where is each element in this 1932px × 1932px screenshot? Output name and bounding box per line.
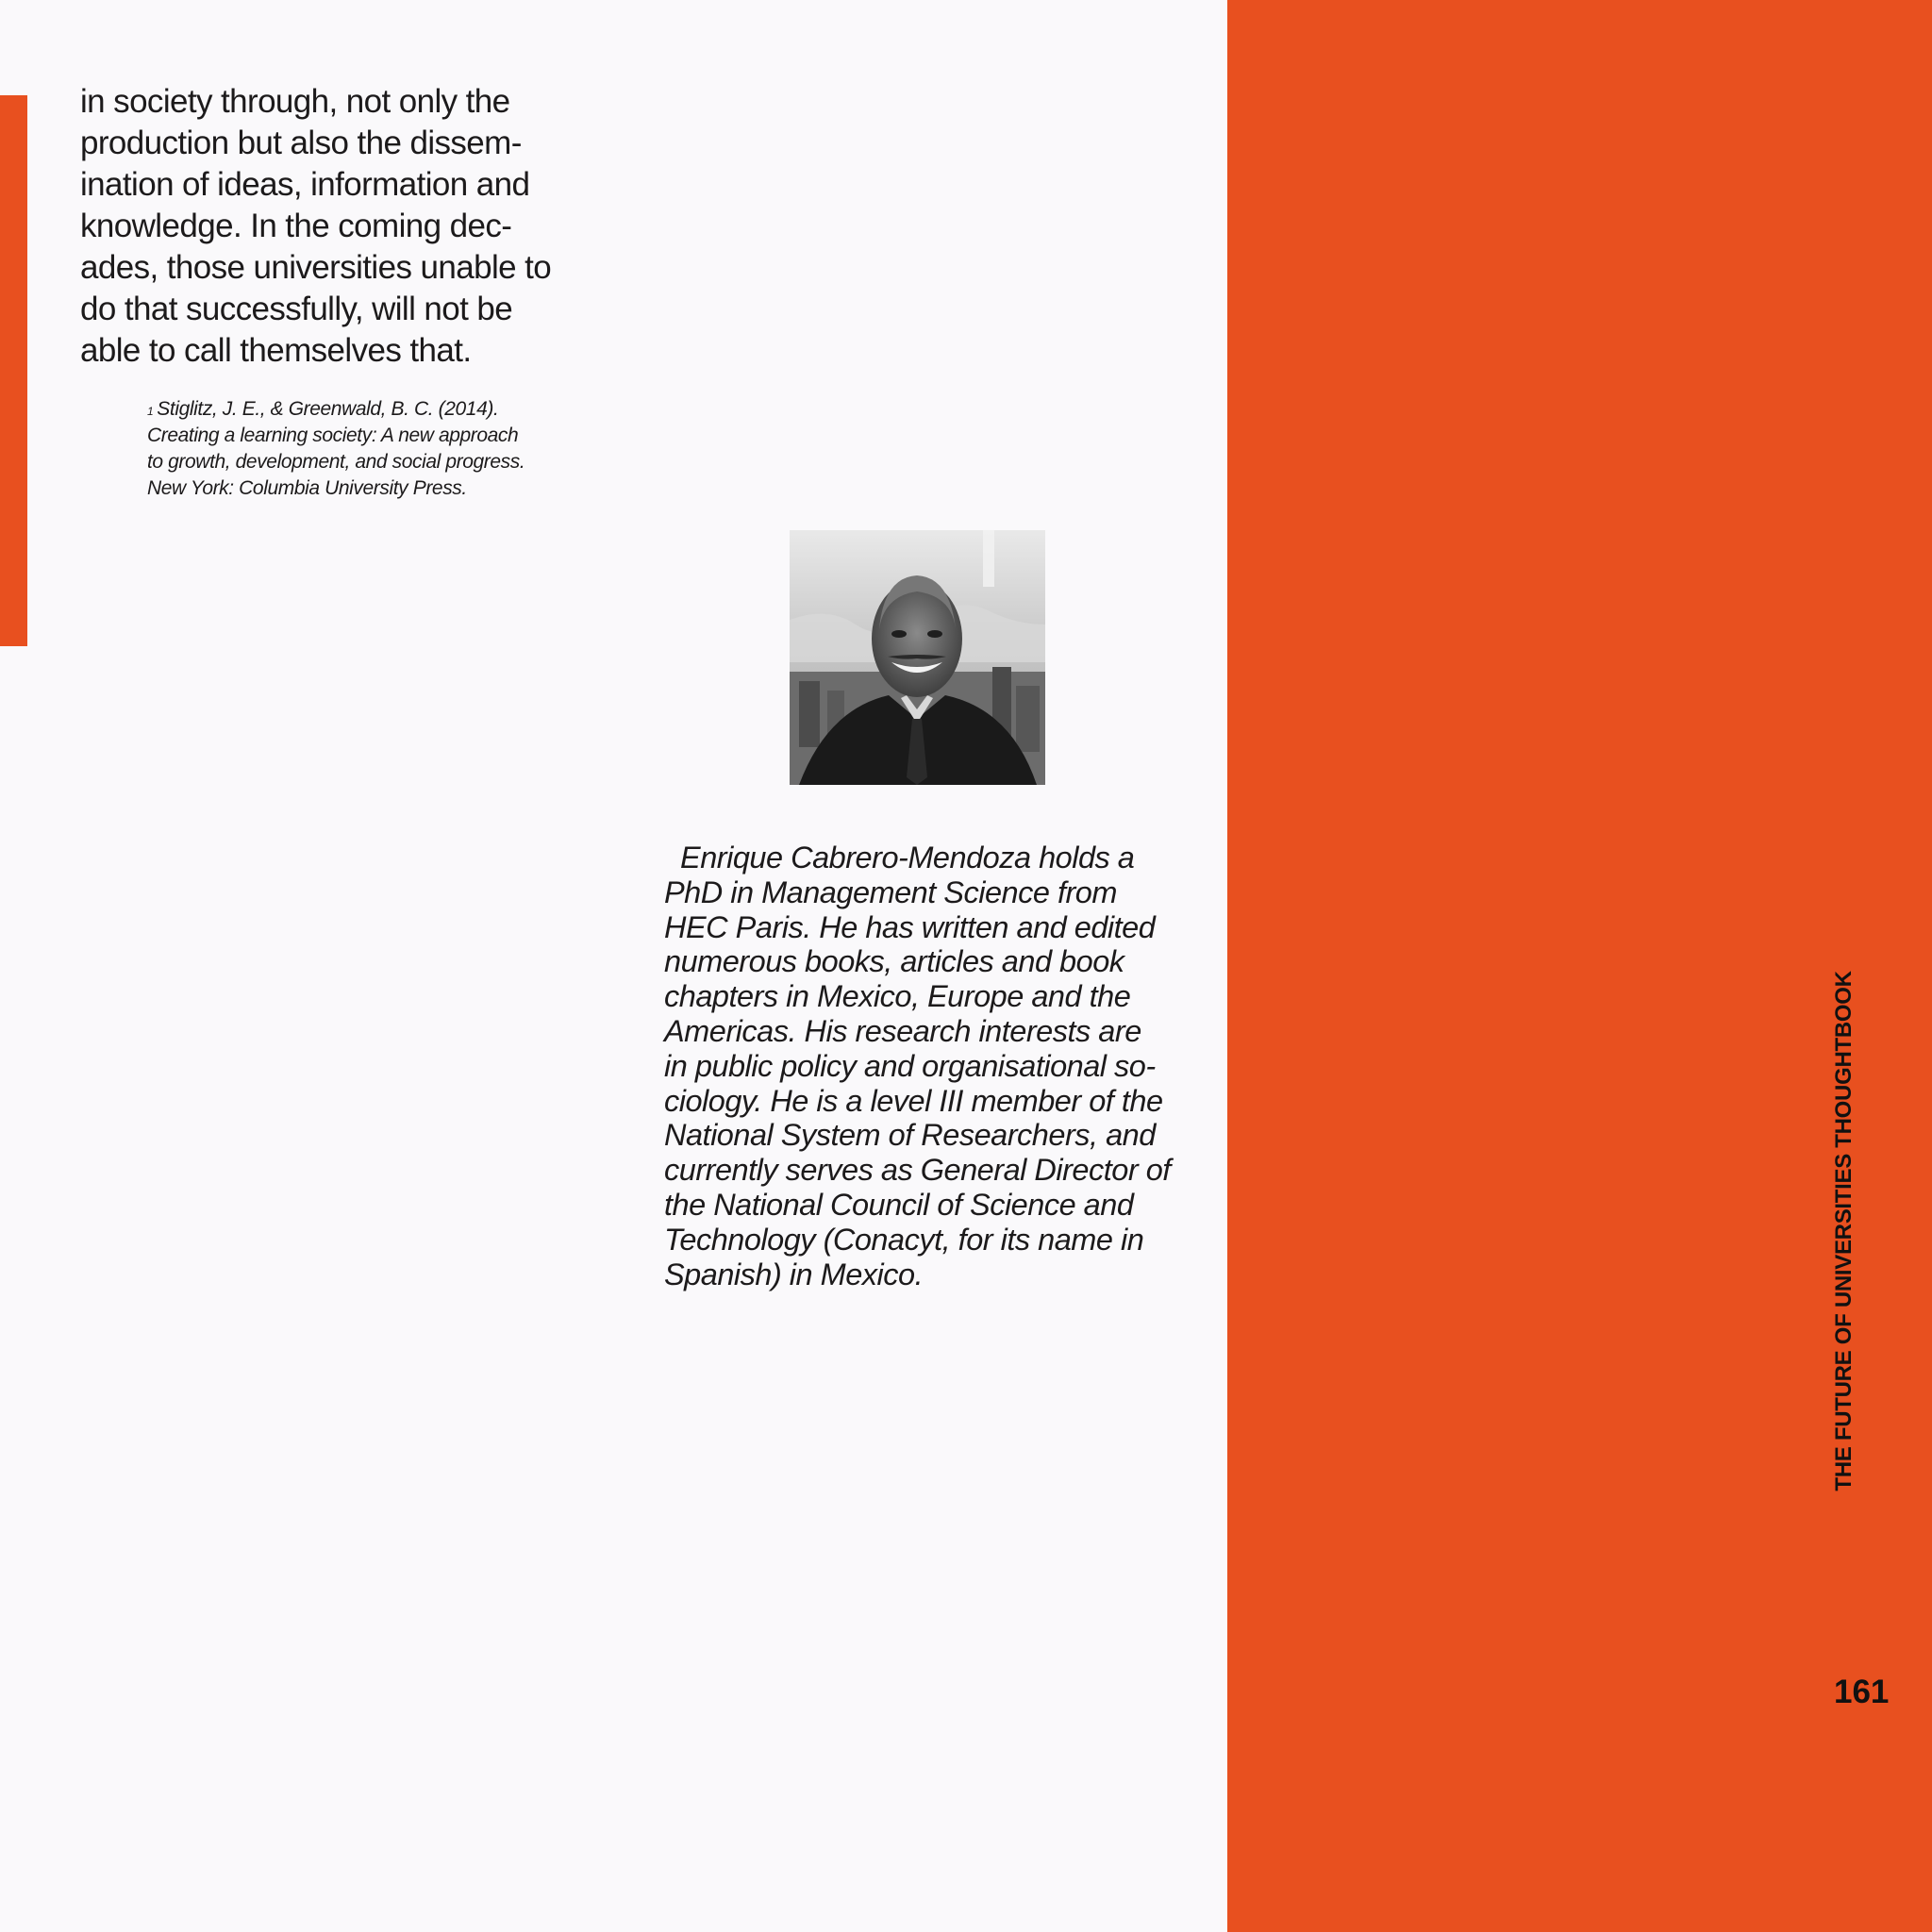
footnote-line: New York: Columbia University Press.	[147, 477, 467, 499]
bio-line: PhD in Management Science from	[664, 874, 1117, 909]
bio-line: Enrique Cabrero-Mendoza holds a	[664, 841, 1135, 874]
bio-line: chapters in Mexico, Europe and the	[664, 979, 1131, 1014]
right-color-panel	[1227, 0, 1932, 1932]
left-accent-bar	[0, 95, 27, 646]
footnote	[147, 396, 600, 502]
bio-line: in public policy and organisational so-	[664, 1048, 1156, 1083]
text-line: knowledge. In the coming dec-	[80, 208, 512, 244]
bio-line: numerous books, articles and book	[664, 944, 1124, 979]
text-line: in society through, not only the	[80, 83, 510, 120]
text-line: ination of ideas, information and	[80, 166, 530, 203]
text-line: production but also the dissem-	[80, 125, 522, 161]
author-bio	[664, 841, 1192, 1291]
bio-line: Americas. His research interests are	[664, 1013, 1141, 1048]
footnote-line	[147, 396, 600, 423]
text-line: do that successfully, will not be	[80, 291, 513, 327]
portrait-icon	[790, 530, 1045, 785]
main-text-paragraph	[80, 81, 608, 372]
page-number: 161	[1834, 1674, 1890, 1710]
bio-line: Technology (Conacyt, for its name in	[664, 1222, 1144, 1257]
text-line: able to call themselves that.	[80, 332, 472, 369]
footnote-text: Stiglitz, J. E., & Greenwald, B. C. (2014).	[157, 398, 499, 420]
bio-line: Spanish) in Mexico.	[664, 1257, 924, 1291]
bio-line: National System of Researchers, and	[664, 1118, 1156, 1153]
footnote-line: to growth, development, and social progress.	[147, 451, 525, 473]
bio-line: currently serves as General Director of	[664, 1153, 1171, 1188]
footnote-line: Creating a learning society: A new approach	[147, 425, 519, 446]
bio-line: the National Council of Science and	[664, 1187, 1134, 1222]
bio-line: HEC Paris. He has written and edited	[664, 909, 1156, 944]
footnote-marker: 1	[147, 405, 154, 418]
author-portrait-photo	[790, 530, 1045, 785]
bio-line: ciology. He is a level III member of the	[664, 1083, 1163, 1118]
text-line: ades, those universities unable to	[80, 249, 552, 286]
running-title: THE FUTURE OF UNIVERSITIES THOUGHTBOOK	[1831, 971, 1857, 1491]
